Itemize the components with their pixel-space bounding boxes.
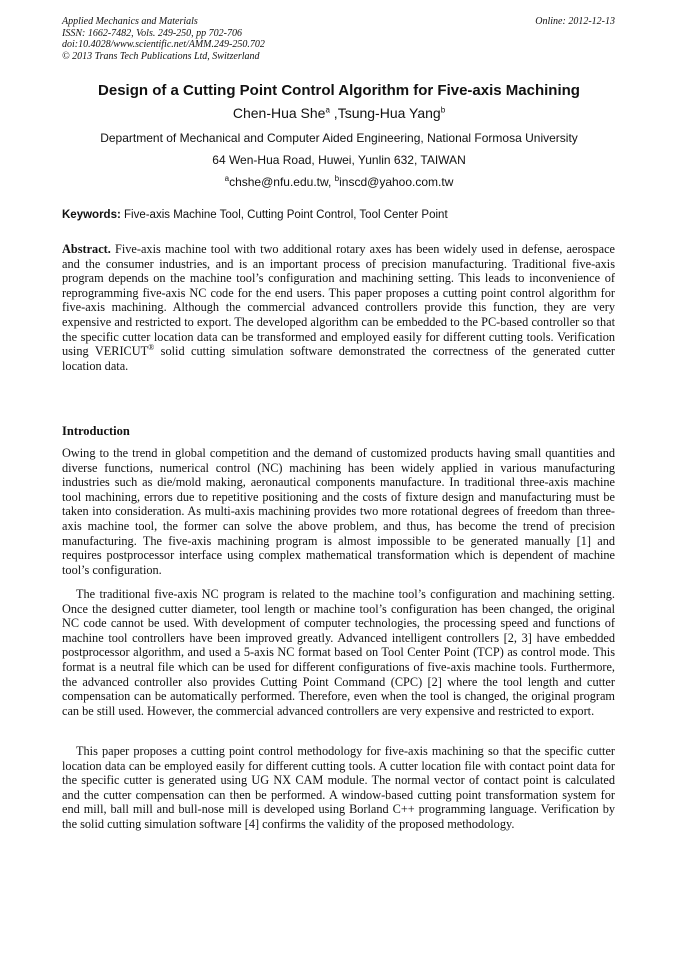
author-2: Tsung-Hua Yang [337, 105, 441, 121]
intro-paragraph-2: The traditional five-axis NC program is related to the machine tool’s configuration and machining setting. Once the designed cutter diameter, tool length or machine tool’s configuration has been changed, the original NC code cannot be used. With development of computer technologies, the processing speed and functions of machine tool controllers have been improved greatly. Advanced intelligent controllers [2, 3] have embedded postprocessor algorithm, and used a 5-axis NC format based on Tool Center Point (TCP) as control mode. This format is a neutral file which can be used for different configurations of five-axis machine tools. Furthermore, the advanced controller also provides Cutting Point Command (CPC) [2] where the tool length and cutter compensation can be automatically performed. Therefore, even when the tool is changed, the original program can be still used. However, the commercial advanced controllers are very expensive and restricted to export. [62, 587, 615, 718]
abstract-text-part2: solid cutting simulation software demonstrated the correctness of the generated cutter location data. [62, 344, 615, 373]
email-b-superscript: b [334, 174, 340, 183]
keywords [62, 208, 615, 222]
intro-paragraph-3: This paper proposes a cutting point control methodology for five-axis machining so that the specific cutter location data can be employed easily for different cutting tools. A cutter location file with contact point data for the specific cutter is generated using UG NX CAM module. The normal vector of contact point is calculated and the cutter compensation can then be performed. A window-based cutting point transformation system for end mill, ball mill and bull-nose mill is developed using Borland C++ programming language. Verification by the solid cutting simulation software [4] confirms the validity of the proposed methodology. [62, 744, 615, 831]
department-line: Department of Mechanical and Computer Aided Engineering, National Formosa University [100, 131, 578, 145]
copyright-line: © 2013 Trans Tech Publications Ltd, Switzerland [62, 50, 260, 62]
doi-line: doi:10.4028/www.scientific.net/AMM.249-250.702 [62, 39, 265, 50]
author-separator: , [329, 105, 338, 121]
intro-paragraph-1: Owing to the trend in global competition and the demand of customized products having small quantities and diverse functions, numerical control (NC) machining has been widely applied in various manufacturing industries such as die/mold making, aeronautical components manufacture. In traditional three-axis machine tool machining, errors due to repetitive positioning and the costs of fixture design and manufacturing must be taken into consideration. As multi-axis machining provides two more rotational degrees of freedom than three-axis machine tool, the former can solve the above problem, and thus, has become the trend of precision manufacturing. The five-axis machining program is almost impossible to be generated manually [1] and requires postprocessor interface using complex mathematical transformation which is dependent of machine tool’s configuration. [62, 446, 615, 577]
email-b: inscd@yahoo.com.tw [339, 175, 454, 189]
abstract-label: Abstract. [62, 242, 111, 256]
address-line: 64 Wen-Hua Road, Huwei, Yunlin 632, TAIWAN [212, 153, 466, 167]
author-2-superscript: b [440, 105, 446, 115]
email-line [40, 175, 638, 190]
journal-name: Applied Mechanics and Materials [62, 16, 198, 27]
author-1: Chen-Hua She [232, 105, 326, 121]
email-a: chshe@nfu.edu.tw, [229, 175, 335, 189]
trademark-symbol: ® [148, 343, 155, 353]
keywords-text: Five-axis Machine Tool, Cutting Point Control, Tool Center Point [120, 209, 448, 221]
author-line [40, 104, 638, 122]
online-date: Online: 2012-12-13 [535, 16, 615, 27]
journal-header [62, 16, 615, 62]
paper-title: Design of a Cutting Point Control Algorithm for Five-axis Machining [98, 82, 580, 99]
author-1-superscript: a [325, 105, 330, 115]
keywords-label: Keywords: [62, 209, 121, 221]
abstract-text-part1: Five-axis machine tool with two additional rotary axes has been widely used in defense, aerospace and the consumer industries, and is an important process of precision manufacturing. Traditional five-axis program depends on the machine tool’s configuration and machining setting. This leads to inconvenience of reprogramming five-axis NC code for the end users. This paper proposes a cutting point control algorithm for five-axis machining. Although the commercial advanced controllers provide this function, they are very expensive and restricted to export. The developed algorithm can be embedded to the PC-based controller so that the specific cutter location data can be transformed and employed easily for different cutting tools. Verification using VERICUT [62, 242, 615, 359]
issn-line: ISSN: 1662-7482, Vols. 249-250, pp 702-706 [62, 27, 242, 39]
email-a-superscript: a [224, 174, 230, 183]
abstract [62, 242, 615, 373]
introduction-heading: Introduction [62, 424, 130, 438]
